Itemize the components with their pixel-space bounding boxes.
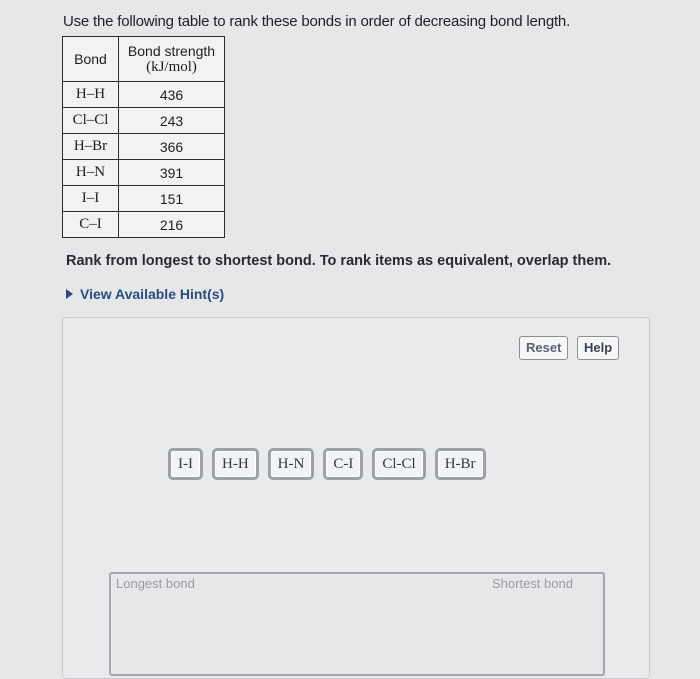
reset-button[interactable]: Reset [519, 336, 568, 360]
table-row [63, 108, 225, 134]
table-row [63, 134, 225, 160]
shortest-bond-label: Shortest bond [492, 576, 573, 591]
bond-cell: H–N [63, 160, 119, 186]
bond-tile[interactable]: Cl-Cl [372, 448, 425, 480]
table-row [63, 82, 225, 108]
table-row [63, 160, 225, 186]
table-row [63, 212, 225, 238]
bond-tile[interactable]: H-Br [435, 448, 486, 480]
header-bond: Bond [63, 37, 119, 82]
table-row [63, 186, 225, 212]
header-strength-label: Bond strength [127, 43, 216, 59]
strength-cell: 366 [119, 134, 225, 160]
table-header-row [63, 37, 225, 82]
bond-tile[interactable]: I-I [168, 448, 203, 480]
strength-cell: 436 [119, 82, 225, 108]
bond-tile[interactable]: H-H [212, 448, 259, 480]
question-text: Use the following table to rank these bonds in order of decreasing bond length. [63, 13, 571, 30]
bond-cell: Cl–Cl [63, 108, 119, 134]
bond-cell: H–H [63, 82, 119, 108]
view-hints-label: View Available Hint(s) [80, 286, 225, 302]
bond-cell: H–Br [63, 134, 119, 160]
strength-cell: 151 [119, 186, 225, 212]
strength-cell: 391 [119, 160, 225, 186]
bond-tiles [168, 448, 486, 480]
bond-cell: I–I [63, 186, 119, 212]
longest-bond-label: Longest bond [116, 576, 195, 591]
strength-cell: 243 [119, 108, 225, 134]
bond-cell: C–I [63, 212, 119, 238]
bond-tile[interactable]: C-I [323, 448, 363, 480]
strength-cell: 216 [119, 212, 225, 238]
bond-tile[interactable]: H-N [268, 448, 315, 480]
instruction-text: Rank from longest to shortest bond. To rank items as equivalent, overlap them. [66, 253, 612, 269]
expand-triangle-icon [66, 289, 73, 299]
view-hints-link[interactable] [66, 286, 224, 302]
header-strength-unit: (kJ/mol) [146, 59, 197, 75]
help-button[interactable]: Help [577, 336, 619, 360]
header-bond-strength [119, 37, 225, 82]
bond-table [62, 36, 225, 238]
